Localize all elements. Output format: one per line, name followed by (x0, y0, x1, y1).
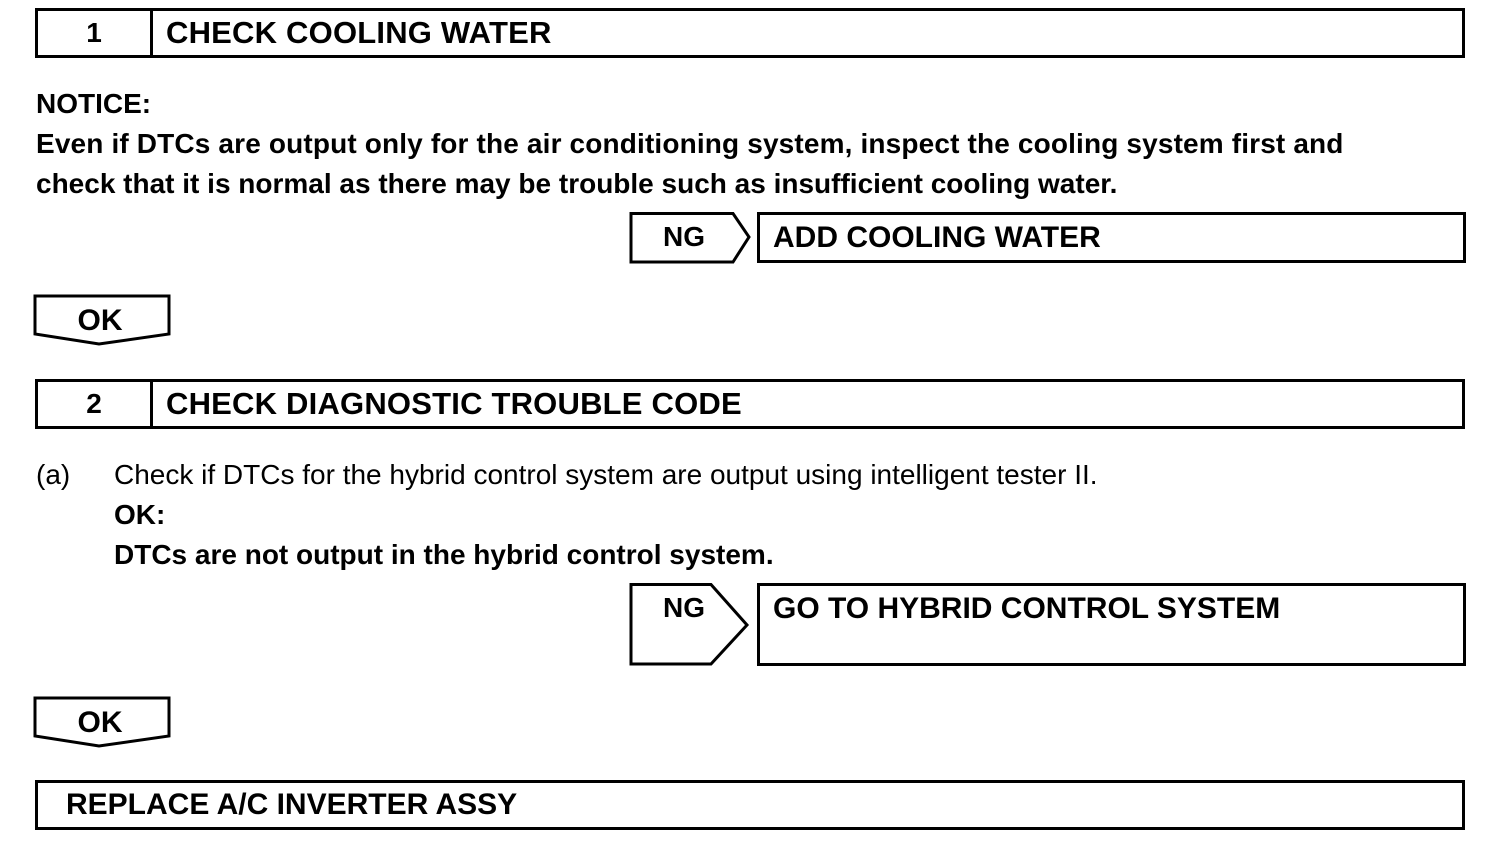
step-1-header (35, 8, 1465, 58)
notice-text-line-1: Even if DTCs are output only for the air conditioning system, inspect the cooling system first and (36, 128, 1344, 159)
step-2-number: 2 (38, 382, 153, 426)
ng-label-1: NG (663, 221, 705, 252)
ng-result-box-2 (757, 583, 1466, 666)
final-action-box (35, 780, 1465, 830)
ok-label-2: OK (77, 706, 123, 739)
ok-label-1: OK (77, 304, 123, 337)
ok-condition-text: DTCs are not output in the hybrid control system. (114, 539, 774, 570)
notice-text-line-2: check that it is normal as there may be trouble such as insufficient cooling water. (36, 168, 1118, 199)
ng-result-2: GO TO HYBRID CONTROL SYSTEM (773, 592, 1281, 625)
ng-result-1: ADD COOLING WATER (773, 221, 1101, 254)
ng-result-box-1 (757, 212, 1466, 263)
final-action: REPLACE A/C INVERTER ASSY (66, 788, 518, 821)
ng-label-2: NG (663, 592, 705, 623)
step-2-title: CHECK DIAGNOSTIC TROUBLE CODE (166, 386, 742, 421)
ok-condition-heading: OK: (114, 499, 166, 530)
step-1-number: 1 (38, 11, 153, 55)
notice-heading: NOTICE: (36, 88, 152, 119)
step-2-header (35, 379, 1465, 429)
item-a-text: Check if DTCs for the hybrid control system are output using intelligent tester II. (114, 459, 1098, 490)
step-1-title: CHECK COOLING WATER (166, 15, 552, 50)
item-marker-a: (a) (36, 459, 71, 490)
